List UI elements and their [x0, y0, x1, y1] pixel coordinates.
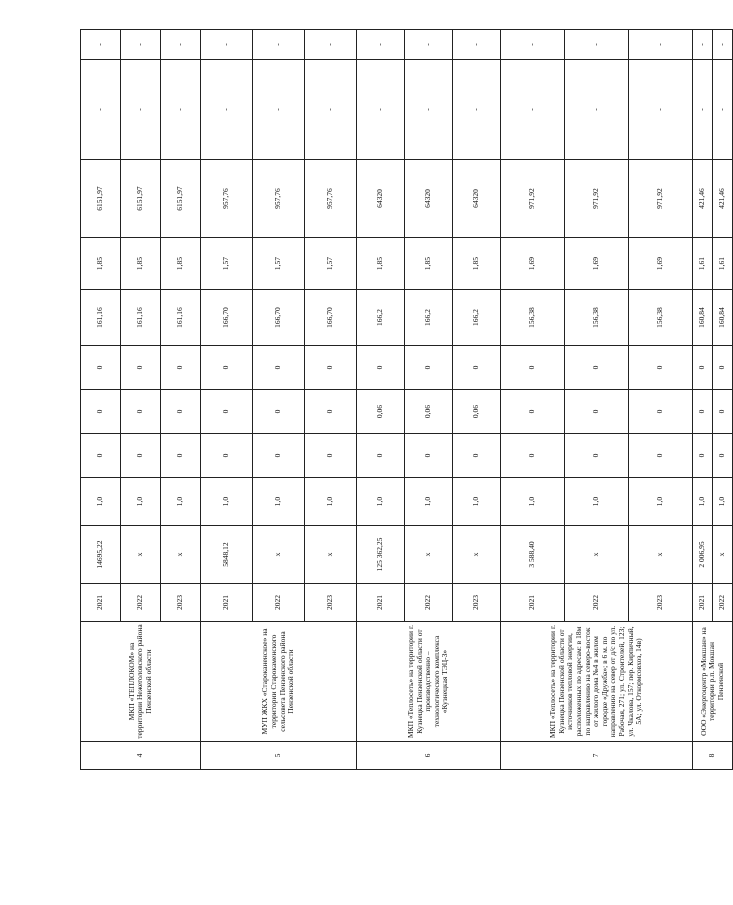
value-cell-c6: 161,16 — [121, 290, 161, 346]
value-cell-c10: - — [501, 30, 565, 60]
table-row — [201, 30, 253, 770]
value-cell-c5: 0 — [405, 346, 453, 390]
value-cell-c6: 161,16 — [161, 290, 201, 346]
value-cell-c2: 1,0 — [357, 478, 405, 526]
value-cell-c9: - — [253, 60, 305, 160]
value-cell-c5: 0 — [501, 346, 565, 390]
value-cell-c8: 971,92 — [501, 160, 565, 238]
value-cell-c6: 156,38 — [565, 290, 629, 346]
year-cell: 2021 — [81, 584, 121, 622]
value-cell-c4: 0 — [81, 390, 121, 434]
value-cell-c2: 1,0 — [453, 478, 501, 526]
value-cell-c8: 957,76 — [201, 160, 253, 238]
value-cell-c3: 0 — [161, 434, 201, 478]
value-cell-c10: - — [121, 30, 161, 60]
table-row — [357, 30, 405, 770]
value-cell-c5: 0 — [121, 346, 161, 390]
value-cell-c9: - — [713, 60, 733, 160]
organization-cell: МКП «Теплосеть» на территории г. Кузнецка Пензенской области от источников тепловой энергии, расположенных по адресам: в 18м по направлению на северо-восток от жилого дома №4 в жилом городке «Дружба»; в 6 м. по направлению на север от д/с по ул. Рабочая, 271; ул. Строителей, 123; ул. Чкалова, 157; пер. Кирпичный, 5А; ул. Откормсовхоз, 14в) — [501, 622, 693, 742]
year-cell: 2022 — [405, 584, 453, 622]
value-cell-c10: - — [453, 30, 501, 60]
value-cell-c6: 166,70 — [253, 290, 305, 346]
value-cell-c5: 0 — [453, 346, 501, 390]
value-cell-c4: 0,06 — [357, 390, 405, 434]
year-cell: 2021 — [201, 584, 253, 622]
value-cell-c9: - — [305, 60, 357, 160]
value-cell-c7: 1,69 — [501, 238, 565, 290]
value-cell-c10: - — [161, 30, 201, 60]
year-cell: 2021 — [501, 584, 565, 622]
value-cell-c4: 0 — [121, 390, 161, 434]
value-cell-c2: 1,0 — [121, 478, 161, 526]
year-cell: 2022 — [253, 584, 305, 622]
value-cell-c10: - — [713, 30, 733, 60]
year-cell: 2023 — [453, 584, 501, 622]
value-cell-c9: - — [501, 60, 565, 160]
value-cell-c8: 957,76 — [305, 160, 357, 238]
value-cell-c9: - — [121, 60, 161, 160]
value-cell-c10: - — [81, 30, 121, 60]
value-cell-c1: 14695,22 — [81, 526, 121, 584]
value-cell-c4: 0 — [501, 390, 565, 434]
value-cell-c4: 0 — [565, 390, 629, 434]
value-cell-c3: 0 — [629, 434, 693, 478]
value-cell-c10: - — [565, 30, 629, 60]
value-cell-c8: 421,46 — [693, 160, 713, 238]
value-cell-c5: 0 — [161, 346, 201, 390]
value-cell-c7: 1,61 — [713, 238, 733, 290]
value-cell-c10: - — [405, 30, 453, 60]
value-cell-c7: 1,85 — [405, 238, 453, 290]
value-cell-c7: 1,57 — [253, 238, 305, 290]
value-cell-c8: 6151,97 — [121, 160, 161, 238]
value-cell-c8: 421,46 — [713, 160, 733, 238]
value-cell-c3: 0 — [565, 434, 629, 478]
value-cell-c3: 0 — [253, 434, 305, 478]
value-cell-c9: - — [81, 60, 121, 160]
value-cell-c7: 1,69 — [629, 238, 693, 290]
value-cell-c1: x — [629, 526, 693, 584]
value-cell-c4: 0 — [693, 390, 713, 434]
value-cell-c9: - — [405, 60, 453, 160]
value-cell-c9: - — [161, 60, 201, 160]
year-cell: 2022 — [121, 584, 161, 622]
value-cell-c4: 0 — [201, 390, 253, 434]
value-cell-c6: 166,2 — [357, 290, 405, 346]
value-cell-c7: 1,57 — [201, 238, 253, 290]
value-cell-c9: - — [565, 60, 629, 160]
value-cell-c3: 0 — [453, 434, 501, 478]
value-cell-c6: 166,70 — [305, 290, 357, 346]
value-cell-c5: 0 — [629, 346, 693, 390]
tariff-table — [80, 29, 733, 770]
year-cell: 2021 — [693, 584, 713, 622]
group-number-cell: 4 — [81, 742, 201, 770]
value-cell-c6: 160,84 — [693, 290, 713, 346]
value-cell-c8: 971,92 — [565, 160, 629, 238]
value-cell-c10: - — [305, 30, 357, 60]
value-cell-c6: 156,38 — [629, 290, 693, 346]
value-cell-c4: 0 — [305, 390, 357, 434]
value-cell-c2: 1,0 — [201, 478, 253, 526]
value-cell-c8: 64320 — [405, 160, 453, 238]
value-cell-c1: x — [253, 526, 305, 584]
value-cell-c6: 166,70 — [201, 290, 253, 346]
value-cell-c3: 0 — [305, 434, 357, 478]
value-cell-c4: 0 — [629, 390, 693, 434]
value-cell-c9: - — [201, 60, 253, 160]
value-cell-c2: 1,0 — [693, 478, 713, 526]
value-cell-c2: 1,0 — [81, 478, 121, 526]
value-cell-c6: 160,84 — [713, 290, 733, 346]
value-cell-c8: 971,92 — [629, 160, 693, 238]
value-cell-c9: - — [453, 60, 501, 160]
value-cell-c4: 0,06 — [405, 390, 453, 434]
value-cell-c5: 0 — [253, 346, 305, 390]
value-cell-c3: 0 — [357, 434, 405, 478]
value-cell-c6: 166,2 — [453, 290, 501, 346]
table-row — [693, 30, 713, 770]
value-cell-c1: 2 006,95 — [693, 526, 713, 584]
value-cell-c2: 1,0 — [161, 478, 201, 526]
value-cell-c9: - — [693, 60, 713, 160]
group-number-cell: 5 — [201, 742, 357, 770]
value-cell-c5: 0 — [565, 346, 629, 390]
value-cell-c3: 0 — [201, 434, 253, 478]
value-cell-c2: 1,0 — [713, 478, 733, 526]
value-cell-c5: 0 — [693, 346, 713, 390]
year-cell: 2022 — [713, 584, 733, 622]
value-cell-c3: 0 — [121, 434, 161, 478]
value-cell-c5: 0 — [305, 346, 357, 390]
value-cell-c8: 6151,97 — [81, 160, 121, 238]
organization-cell: МУП ЖКХ «Староканенское» на территории Старокаменского сельсовета Пензенского района Пензенской области — [201, 622, 357, 742]
year-cell: 2021 — [357, 584, 405, 622]
value-cell-c9: - — [629, 60, 693, 160]
value-cell-c4: 0 — [161, 390, 201, 434]
value-cell-c5: 0 — [713, 346, 733, 390]
value-cell-c2: 1,0 — [501, 478, 565, 526]
value-cell-c10: - — [253, 30, 305, 60]
year-cell: 2023 — [629, 584, 693, 622]
value-cell-c8: 64320 — [357, 160, 405, 238]
organization-cell: МКП «Теплосеть» на территории г. Кузнецка Пензенской области от производственно – технологического комплекса «Кузнецкая ТЭЦ-3» — [357, 622, 501, 742]
value-cell-c10: - — [629, 30, 693, 60]
value-cell-c5: 0 — [81, 346, 121, 390]
value-cell-c5: 0 — [357, 346, 405, 390]
value-cell-c2: 1,0 — [565, 478, 629, 526]
value-cell-c3: 0 — [501, 434, 565, 478]
organization-cell: ООО «Энергоцентр «Мокшан» на территории р.п. Мокшан Пензенской — [693, 622, 733, 742]
value-cell-c8: 6151,97 — [161, 160, 201, 238]
year-cell: 2022 — [565, 584, 629, 622]
value-cell-c4: 0,06 — [453, 390, 501, 434]
value-cell-c1: x — [121, 526, 161, 584]
table-row — [81, 30, 121, 770]
value-cell-c8: 957,76 — [253, 160, 305, 238]
value-cell-c4: 0 — [713, 390, 733, 434]
year-cell: 2023 — [305, 584, 357, 622]
group-number-cell: 6 — [357, 742, 501, 770]
value-cell-c7: 1,85 — [121, 238, 161, 290]
value-cell-c6: 156,38 — [501, 290, 565, 346]
value-cell-c4: 0 — [253, 390, 305, 434]
value-cell-c2: 1,0 — [405, 478, 453, 526]
value-cell-c7: 1,69 — [565, 238, 629, 290]
value-cell-c1: x — [713, 526, 733, 584]
value-cell-c10: - — [357, 30, 405, 60]
rotated-table-container — [80, 30, 727, 770]
group-number-cell: 8 — [693, 742, 733, 770]
value-cell-c7: 1,85 — [357, 238, 405, 290]
value-cell-c10: - — [201, 30, 253, 60]
value-cell-c2: 1,0 — [253, 478, 305, 526]
year-cell: 2023 — [161, 584, 201, 622]
organization-cell: МКП «ТЕПЛОКОМ» на территории Нежеголовского района Пензенской области — [81, 622, 201, 742]
value-cell-c7: 1,61 — [693, 238, 713, 290]
group-number-cell: 7 — [501, 742, 693, 770]
value-cell-c1: x — [305, 526, 357, 584]
value-cell-c5: 0 — [201, 346, 253, 390]
value-cell-c2: 1,0 — [305, 478, 357, 526]
value-cell-c1: 5848,12 — [201, 526, 253, 584]
value-cell-c8: 64320 — [453, 160, 501, 238]
value-cell-c7: 1,85 — [161, 238, 201, 290]
value-cell-c1: 3 588,40 — [501, 526, 565, 584]
value-cell-c7: 1,85 — [81, 238, 121, 290]
value-cell-c2: 1,0 — [629, 478, 693, 526]
value-cell-c7: 1,85 — [453, 238, 501, 290]
value-cell-c1: x — [453, 526, 501, 584]
value-cell-c3: 0 — [405, 434, 453, 478]
value-cell-c3: 0 — [713, 434, 733, 478]
value-cell-c1: x — [405, 526, 453, 584]
table-row — [501, 30, 565, 770]
value-cell-c1: x — [565, 526, 629, 584]
value-cell-c6: 161,16 — [81, 290, 121, 346]
value-cell-c3: 0 — [81, 434, 121, 478]
value-cell-c1: 125 362,25 — [357, 526, 405, 584]
value-cell-c6: 166,2 — [405, 290, 453, 346]
value-cell-c1: x — [161, 526, 201, 584]
value-cell-c7: 1,57 — [305, 238, 357, 290]
value-cell-c9: - — [357, 60, 405, 160]
value-cell-c10: - — [693, 30, 713, 60]
value-cell-c3: 0 — [693, 434, 713, 478]
